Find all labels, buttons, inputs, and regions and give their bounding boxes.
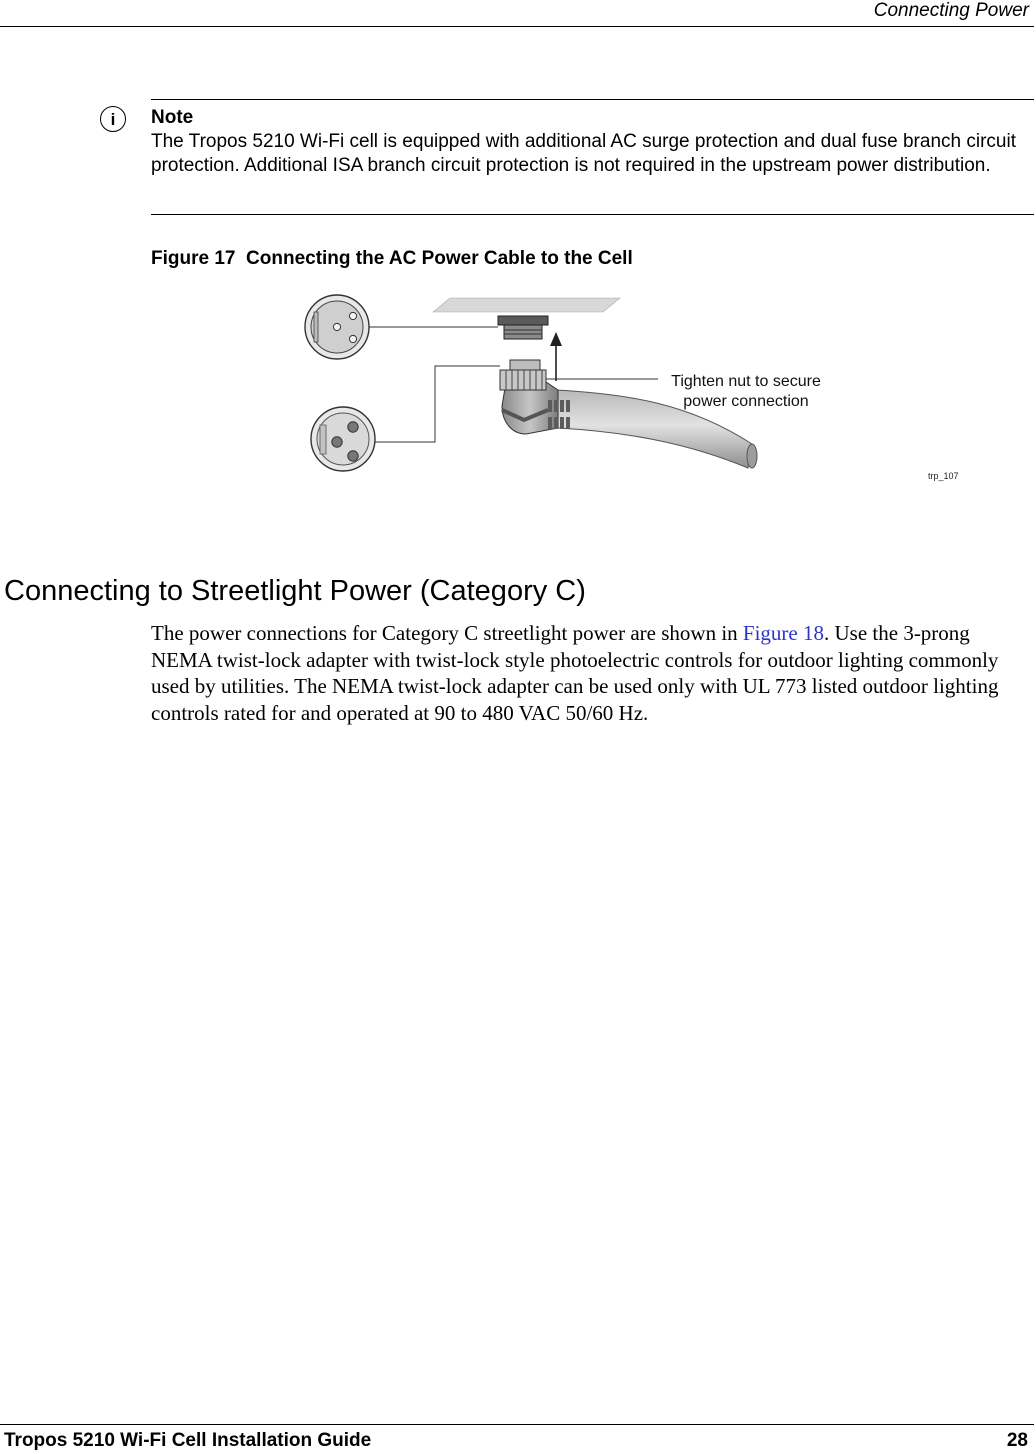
header-rule: [0, 26, 1034, 27]
plug-bottom: [311, 407, 375, 471]
callout-line-2: power connection: [683, 393, 809, 410]
receptacle-top: [305, 295, 369, 359]
running-header: Connecting Power: [873, 0, 1029, 21]
note-body: The Tropos 5210 Wi-Fi cell is equipped with additional AC surge protection and dual fuse branch circuit protection. Additional ISA branch circuit protection is not required in the upstream power distribution.: [151, 131, 1016, 176]
note-rule-top: [151, 99, 1034, 100]
connector-illustration: [290, 282, 990, 492]
figure-ac-power-cable: [290, 282, 990, 492]
footer-doc-title: Tropos 5210 Wi-Fi Cell Installation Guide: [4, 1430, 372, 1451]
note-rule-bottom: [151, 214, 1034, 215]
section-heading: Connecting to Streetlight Power (Category C): [4, 575, 586, 607]
body-text-end: . Use the 3-prong NEMA twist-lock adapter with twist-lock style photoelectric controls for outdoor lighting commonly used by utilities. The NEMA twist-lock adapter can be used only with UL 773 listed outdoor lighting controls rated for and operated at 90 to 480 VAC 50/60 Hz.: [151, 621, 999, 725]
footer-rule: [0, 1424, 1034, 1425]
figure-18-link[interactable]: Figure 18: [742, 621, 824, 645]
callout-line-1: Tighten nut to secure: [671, 373, 821, 390]
info-icon: i: [100, 106, 126, 132]
body-text-start: The power connections for Category C streetlight power are shown in: [151, 621, 743, 645]
page-number: 28: [1006, 1430, 1028, 1451]
figure-id-label: trp_107: [928, 471, 959, 481]
figure-caption: Figure 17 Connecting the AC Power Cable to the Cell: [151, 248, 633, 269]
note-label: Note: [151, 107, 194, 128]
body-paragraph: [151, 620, 1031, 726]
